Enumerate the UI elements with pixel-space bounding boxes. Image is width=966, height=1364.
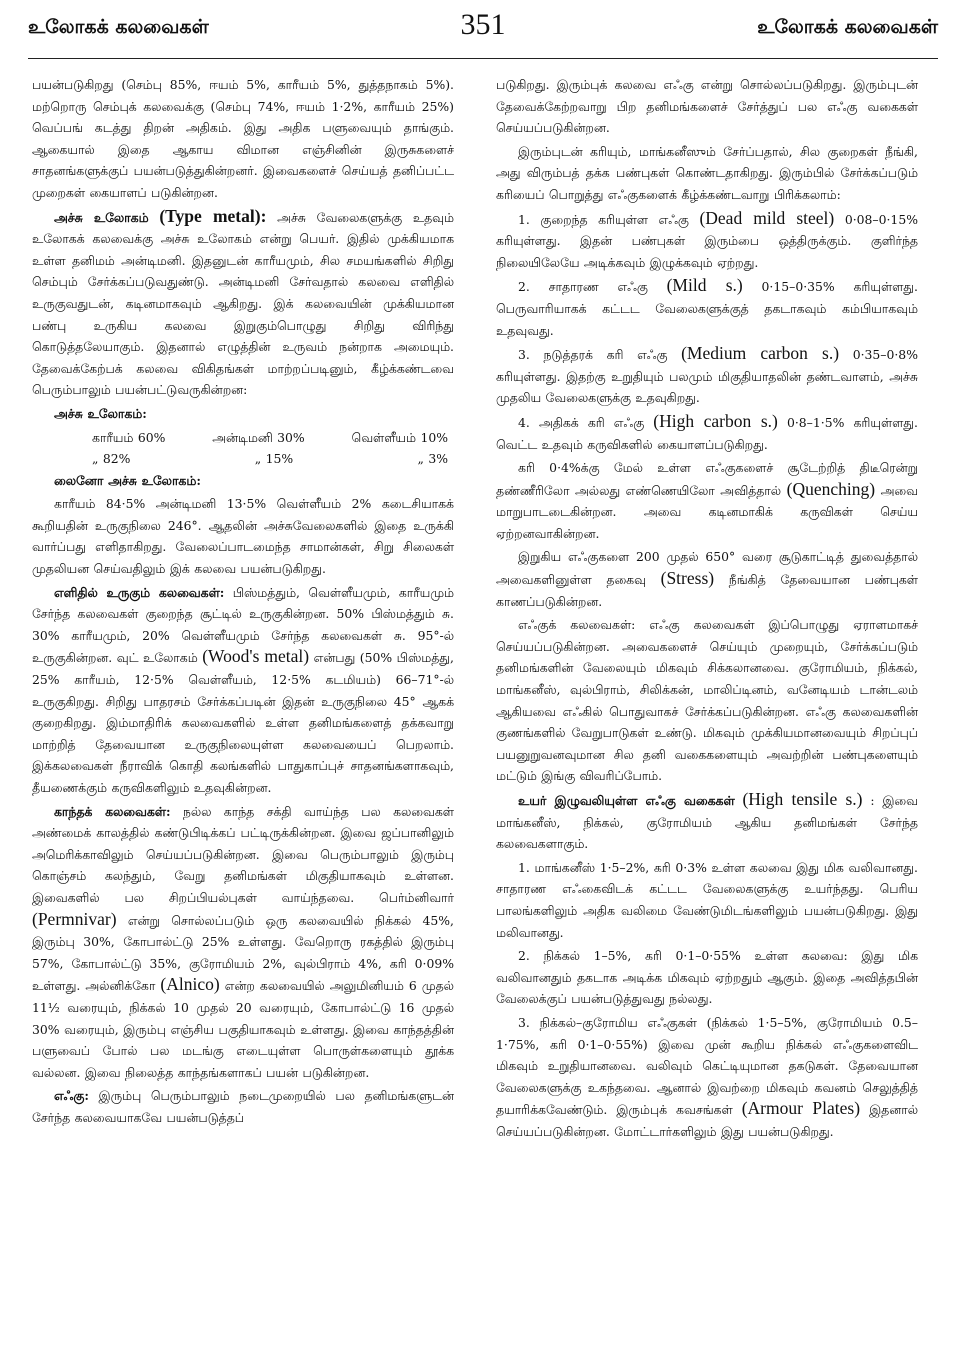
item1-english: (Dead mild steel) [699, 207, 835, 228]
item4-body: 0·8–1·5% கரியுள்ளது. வெட்ட உதவும் கருவிகளில் கையாளப்படுகிறது. [496, 414, 918, 452]
fusible-body-2: என்பது (50% பிஸ்மத்து, 25% காரீயம், 12·5% வெள்ளீயம், 12·5% கடமியம்) 66–71°-ல் உருகுகிறது. சிறிது பாதரசம் சேர்க்கப்படின் இதன் உருகுநிலை 45° ஆகக் குறைகிறது. இம்மாதிரிக் கலவைகளில் உள்ள தனிமங்களைத் தக்கவாறு மாற்றித் தேவையான உருகுநிலையுள்ள கலவையைப் பெறலாம். இக்கலவைகள் நீராவிக் கொதி கலங்களில் பாதுகாப்புச் சாதனங்களாகவும், தீயணைக்கும் கருவிகளிலும் உதவுகின்றன. [32, 650, 454, 795]
magnetic-body: நல்ல காந்த சக்தி வாய்ந்த பல கலவைகள் அண்மைக் காலத்தில் கண்டுபிடிக்கப் பட்டிருக்கின்றன. இவை ஜப்பானிலும் அமெரிக்காவிலும் செய்யப்படுகின்றன. இவை பெரும்பாலும் இரும்பு கொஞ்சம் கலந்தும், வேறு தனிமங்கள் மிகுதியாகவும் உள்ளன. இவைகளில் பல சிறப்பியல்புகள் வாய்ந்தவை. பெர்ம்னிவார் [32, 803, 454, 905]
fusible-body: பிஸ்மத்தும், வெள்ளீயமும், காரீயமும் சேர்ந்த கலவைகள் குறைந்த சூட்டில் உருகுகின்றன. 50% பிஸ்மத்தும் சு. 30% காரீயமும், 20% வெள்ளீயமும் சேர்ந்த கலவைகள் சு. 95°-ல் உருகுகின்றன. வுட் உலோகம் [32, 584, 454, 666]
section-magnetic-alloys [32, 801, 454, 1084]
composition-row-2 [32, 448, 454, 470]
quenching-english: (Quenching) [786, 478, 876, 499]
paragraph-tempering [496, 546, 918, 612]
right-column [496, 74, 918, 1145]
tempering-body: இறுகிய எஃகுகளை 200 முதல் 650° வரை சூடுகாட்டித் துவைத்தால் அவைகளினுள்ள தகைவு [496, 549, 918, 588]
running-title-left: உலோகக் கலவைகள் [28, 16, 209, 38]
type-metal-english: (Type metal): [159, 205, 267, 226]
row1-antimony: அன்டிமனி 30% [212, 429, 305, 445]
alnico-english: (Alnico) [160, 974, 220, 995]
section-steel [32, 1085, 454, 1128]
page-header [28, 8, 938, 59]
list-item-medium-carbon [496, 343, 918, 409]
high-tensile-english: (High tensile s.) [742, 789, 863, 809]
row1-lead: காரீயம் 60% [92, 429, 166, 445]
high-tensile-body: : இவை மாங்கனீஸ், நிக்கல், குரோமியம் ஆகிய தனிமங்கள் சேர்ந்த கலவைகளாகும். [496, 793, 918, 852]
tempering-body-2: நீங்கித் தேவையான பண்புகள் காணப்படுகின்றன. [496, 572, 918, 609]
item3-english: (Medium carbon s.) [681, 343, 840, 364]
numbered-item-3 [496, 1012, 918, 1143]
item2-body: 0·15–0·35% கரியுள்ளது. பெருவாரியாகக் கட்டட வேலைகளுக்குத் தகடாகவும் கம்பியாகவும் உதவுவது. [496, 279, 918, 338]
linotype-label: லைனோ அச்சு உலோகம்: [54, 472, 201, 488]
list-item-high-carbon [496, 411, 918, 455]
paragraph-high-tensile [496, 789, 918, 855]
paragraph-bronze-continued: பயன்படுகிறது (செம்பு 85%, ஈயம் 5%, காரீயம் 5%, துத்தநாகம் 5%). மற்றொரு செம்புக் கலவைக்கு (செம்பு 74%, ஈயம் 1·2%, காரீயம் 25%) வெப்பங் கடத்து திறன் அதிகம். இது அதிக பளுவையும் தாங்கும். ஆகையால் இதை ஆகாய விமான எஞ்சினின் இருசுகளைச் சாதனங்களுக்குப் பயன்படுத்துகின்றனர். இவைகளைச் செய்யத் தனிப்பட்ட முறைகள் கையாளப் படுகின்றன. [32, 77, 454, 200]
steel-body: இரும்பு பெரும்பாலும் நடைமுறையில் பல தனிமங்களுடன் சேர்ந்த கலவையாகவே பயன்படுத்தப் [32, 1088, 454, 1125]
item-3-body-2: இதனால் செய்யப்படுகின்றன. மோட்டார்களிலும் இது பயன்படுகிறது. [496, 1102, 918, 1139]
quenching-body-2: அவை மாறுபாடடைகின்றன. அவை கடினமாகிக் கருவிகள் செய்ய ஏற்றனவாகின்றன. [496, 482, 918, 541]
quenching-body: கரி 0·4%க்கு மேல் உள்ள எஃகுகளைச் சூடேற்றித் திடீரென்று தண்ணீரிலோ அல்லது எண்ணெயிலோ அவித்தால் [496, 460, 918, 498]
section-type-metal [32, 206, 454, 401]
paragraph-quenching [496, 457, 918, 544]
item4-english: (High carbon s.) [653, 410, 778, 431]
type-metal-table-label: அச்சு உலோகம்: [54, 405, 147, 421]
linotype-body: காரீயம் 84·5% அன்டிமனி 13·5% வெள்ளீயம் 2% கடைசியாகக் கூறியதின் உருகுநிலை 246°. ஆதலின் அச்சுவேலைகளில் இதை உருக்கி வார்ப்பது எளிதாகிறது. வேலைப்பாடமைந்த சாமான்கள், சிறு சிலைகள் முதலியன செய்வதிலும் இக் கலவை பயன்படுகிறது. [32, 496, 454, 577]
left-column [32, 74, 454, 1131]
row2-antimony: „ 15% [254, 451, 294, 467]
magnetic-body-2: என்று சொல்லப்படும் ஒரு கலவையில் நிக்கல் 45%, இரும்பு 30%, கோபால்ட்டு 25% உள்ளது. வேறொரு ரகத்தில் இரும்பு 57%, கோபால்ட்டு 35%, குரோமியம் 2%, வுல்பிராம் 4%, கரி 0·09% உள்ளது. அல்னிக்கோ [32, 912, 454, 994]
page-number: 351 [460, 8, 506, 41]
permnivar-english: (Permnivar) [32, 908, 117, 929]
armour-plates-english: (Armour Plates) [741, 1098, 861, 1119]
steel-heading: எஃகு: [54, 1088, 89, 1104]
item3-body: 0·35–0·8% கரியுள்ளது. இதற்கு உறுதியும் பலமும் மிகுதியாதலின் தண்டவாளம், அச்சு முதலிய வேலைகளுக்கு உதவுகிறது. [496, 347, 918, 406]
item2-label: 2. சாதாரண எஃகு [518, 279, 648, 295]
item2-english: (Mild s.) [666, 275, 743, 296]
magnetic-body-3: என்ற கலவையில் அலுமினியம் 6 முதல் 11½ வரையும், நிக்கல் 10 முதல் 20 வரையும், கோபால்ட்டு 16 முதல் 30% வரையும், இரும்பு எஞ்சிய பகுதியாகவும் உள்ளது. இவை காந்தத்தின் பளுவைப் போல் பல மடங்கு எடையுள்ள பொருள்களையும் தூக்க வல்லன. இவை நிலைத்த காந்தங்களாகப் பயன் படுகின்றன. [32, 978, 454, 1080]
item-3-body: 3. நிக்கல்–குரோமிய எஃகுகள் (நிக்கல் 1·5–5%, குரோமியம் 0.5–1·75%, கரி 0·1–0·55%) இவை முன் கூறிய நிக்கல் எஃகுகளைவிட மிகவும் உறுதியானவை. வலிவும் கெட்டியுமான தகடுகள். தேவையான வேலைகளுக்கு உகந்தவை. ஆனால் இவற்றை மிகவும் கவனம் செலுத்தித் தயாரிக்கவேண்டும். இரும்புக் கவசங்கள் [496, 1014, 918, 1118]
magnetic-heading: காந்தக் கலவைகள்: [54, 803, 171, 819]
list-item-mild [496, 275, 918, 341]
woods-metal-english: (Wood's metal) [202, 646, 310, 667]
paragraph-carbon-classification: இரும்புடன் கரியும், மாங்கனீஸும் சேர்ப்பதால், சில குறைகள் நீங்கி, அது விரும்பத் தக்க பண்புகள் கொண்டதாகிறது. இரும்பில் சேர்க்கப்படும் கரியைப் பொறுத்து எஃகுகளைக் கீழ்க்கண்டவாறு பிரிக்கலாம்: [496, 143, 918, 202]
item1-label: 1. குறைந்த கரியுள்ள எஃகு [518, 211, 689, 227]
list-item-dead-mild [496, 208, 918, 274]
item3-label: 3. நடுத்தரக் கரி எஃகு [518, 347, 668, 363]
type-metal-heading: அச்சு உலோகம் [54, 209, 149, 225]
item1-body: 0·08–0·15% கரியுள்ளது. இதன் பண்புகள் இரும்பை ஒத்திருக்கும். குளிர்ந்த நிலையிலேயே அடிக்கவும் இழுக்கவும் ஏற்றது. [496, 211, 918, 270]
stress-english: (Stress) [660, 568, 715, 589]
item4-label: 4. அதிகக் கரி எஃகு [518, 414, 645, 430]
high-tensile-heading: உயர் இழுவலியுள்ள எஃகு வகைகள் [518, 793, 735, 808]
numbered-item-2: 2. நிக்கல் 1–5%, கரி 0·1–0·55% உள்ள கலவை: இது மிக வலிவானதும் தகடாக அடிக்க மிகவும் ஏற்றதும் ஆகும். இதை அவித்தபின் வேலைக்குப் பயன்படுத்துவது நல்லது. [496, 948, 918, 1007]
row2-lead: „ 82% [92, 451, 131, 467]
row1-tin: வெள்ளீயம் 10% [351, 429, 448, 445]
section-fusible-alloys [32, 582, 454, 799]
paragraph-steel-continued: படுகிறது. இரும்புக் கலவை எஃகு என்று சொல்லப்படுகிறது. இரும்புடன் தேவைக்கேற்றவாறு பிற தனிமங்களைச் சேர்த்துப் பல எஃகு வகைகள் செய்யப்படுகின்றன. [496, 77, 918, 136]
numbered-item-1: 1. மாங்கனீஸ் 1·5–2%, கரி 0·3% உள்ள கலவை இது மிக வலிவானது. சாதாரண எஃகைவிடக் கட்டட வேலைகளுக்கு உயர்ந்தது. பெரிய பாலங்களிலும் அதிக வலிமை வேண்டுமிடங்களிலும் பயன்படுகிறது. இது மலிவானது. [496, 859, 918, 940]
row2-tin: „ 3% [417, 451, 448, 467]
running-title-right: உலோகக் கலவைகள் [757, 16, 938, 38]
paragraph-steel-alloys: எஃகுக் கலவைகள்: எஃகு கலவைகள் இப்பொழுது ஏராளமாகச் செய்யப்படுகின்றன. அவைகளைச் செய்யும் முறையும், சேர்க்கப்படும் தனிமங்களின் வேலையும் மிகவும் சிக்கலானவை. குரோமியம், நிக்கல், மாங்கனீஸ், வுல்பிராம், சிலிக்கன், மாலிப்டினம், வனேடியம் டான்டலம் ஆகியவை எஃகில் பொதுவாகச் சேர்க்கப்படுகின்றன. எஃகு கலவைகளின் குணங்களில் வேறுபாடுகள் உண்டு. மிகவும் முக்கியமானவையும் சிறப்புப் பயனுறுவனவுமான சில தனி வகைகளையும் அவற்றின் பண்புகளையும் மட்டும் இங்கு விவரிப்போம். [496, 617, 918, 784]
fusible-heading: எளிதில் உருகும் கலவைகள்: [54, 584, 225, 600]
composition-row-1 [32, 427, 454, 449]
type-metal-body: அச்சு வேலைகளுக்கு உதவும் உலோகக் கலவைக்கு அச்சு உலோகம் என்று பெயர். இதில் முக்கியமாக உள்ள தனிமம் அன்டிமனி. இதனுடன் காரீயமும், சில சமயங்களில் சிறிது செம்பும் சேர்க்கப்படுவதுண்டு. அன்டிமனி சேர்வதால் கலவை எளிதில் உருகுவதுடன், கடினமாகவும் ஆகிறது. இக் கலவையின் முக்கியமான பண்பு உருகிய கலவை இறுகும்பொழுது சிறிது விரிந்து கொடுத்தலேயாகும். இதனால் எழுத்தின் உருவம் நன்றாக அமையும். தேவைக்கேற்பக் கலவை விகிதங்கள் மாற்றப்படினும், கீழ்க்கண்டவை பெரும்பாலும் பயன்பட்டுவருகின்றன: [32, 209, 454, 398]
